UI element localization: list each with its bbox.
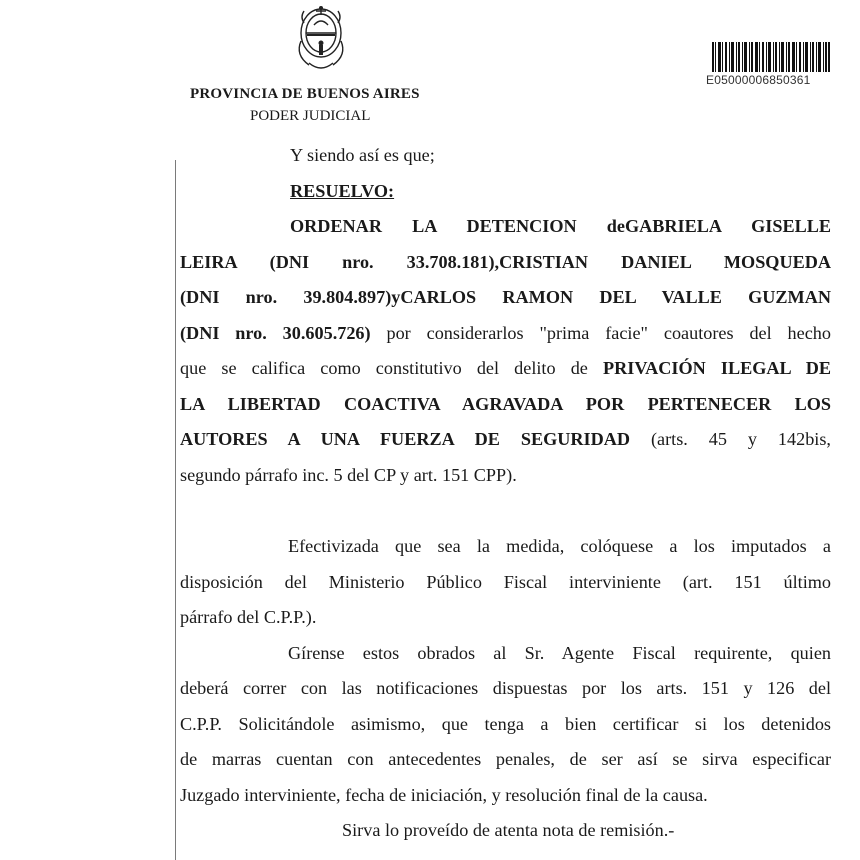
para3-line-1: Gírense estos obrados al Sr. Agente Fiscal requirente, quien [288,642,831,663]
para2-line-1: Efectivizada que sea la medida, colóquese a los imputados a [288,536,831,556]
order-line-8: segundo párrafo inc. 5 del CP y art. 151 CPP). [180,464,517,485]
order-line-7: AUTORES A UNA FUERZA DE SEGURIDAD (arts. 45 y 142bis, [180,429,831,449]
province-title: PROVINCIA DE BUENOS AIRES [190,86,420,102]
para3-line-4: de marras cuentan con antecedentes penales, de ser así se sirva especificar [180,749,831,769]
branch-subtitle: PODER JUDICIAL [250,108,371,124]
para2-line-3: párrafo del C.P.P.). [180,607,317,627]
order-line-4: (DNI nro. 30.605.726) por considerarlos "prima facie" coautores del hecho [180,322,831,343]
order-line-5: que se califica como constitutivo del delito de PRIVACIÓN ILEGAL DE [180,358,831,378]
order-line-1: ORDENAR LA DETENCION deGABRIELA GISELLE [290,216,831,236]
order-line-3: (DNI nro. 39.804.897)yCARLOS RAMON DEL VALLE GUZMAN [180,287,831,307]
para2-line-2: disposición del Ministerio Público Fiscal interviniente (art. 151 último [180,571,831,592]
barcode-graphic [712,42,830,72]
barcode-number: E05000006850361 [706,73,811,87]
margin-rule [175,160,176,860]
intro-line: Y siendo así es que; [290,145,435,165]
coat-of-arms-icon [292,3,350,77]
para3-line-3: C.P.P. Solicitándole asimismo, que tenga a bien certificar si los detenidos [180,713,831,734]
resolution-body [180,138,831,849]
closing-line: Sirva lo proveído de atenta nota de remisión.- [342,820,675,840]
order-line-6: LA LIBERTAD COACTIVA AGRAVADA POR PERTENECER LOS [180,393,831,414]
order-line-2: LEIRA (DNI nro. 33.708.181),CRISTIAN DANIEL MOSQUEDA [180,251,831,272]
para3-line-2: deberá correr con las notificaciones dispuestas por los arts. 151 y 126 del [180,678,831,698]
resolution-heading: RESUELVO: [290,180,395,201]
para3-line-5: Juzgado interviniente, fecha de iniciación, y resolución final de la causa. [180,784,708,805]
